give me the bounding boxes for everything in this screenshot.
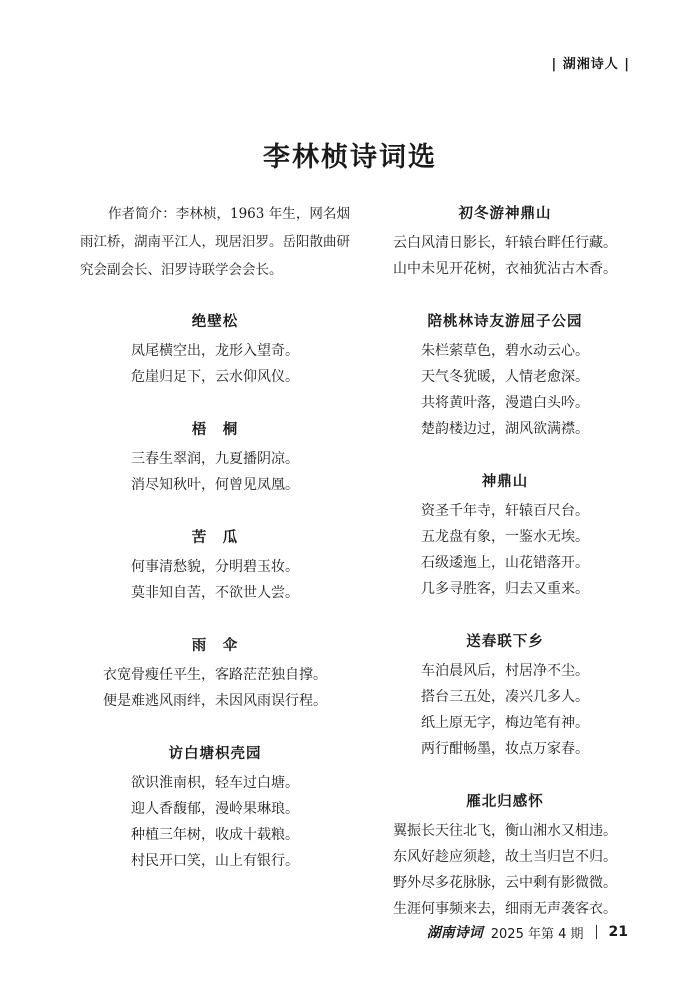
poem-title: 雨 伞 [191,638,239,654]
page-title: 李林桢诗词选 [263,142,437,173]
poem-line: 朱栏萦草色，碧水动云心。 [421,343,589,359]
poem-line: 危崖归足下，云水仰风仪。 [131,369,299,385]
poem-line: 野外尽多花脉脉，云中剩有影微微。 [393,875,617,891]
poem-title: 苦 瓜 [191,530,239,546]
poem-title: 绝壁松 [191,314,239,330]
poem [370,628,640,762]
footer-divider [596,925,597,939]
page-footer [427,922,628,942]
poem [80,632,350,714]
poem-line: 纸上原无字，梅边笔有神。 [421,715,589,731]
poem-title: 初冬游神鼎山 [458,206,552,222]
poem-title: 神鼎山 [481,474,529,490]
poem-line: 三春生翠润，九夏播阴凉。 [131,451,299,467]
poem [80,308,350,390]
right-poem-list [370,200,640,922]
poem-line: 莫非知自苦，不欲世人尝。 [131,585,299,601]
poem-line: 山中未见开花树，衣袖犹沾古木香。 [393,261,617,277]
issue-label: 2025 年第 4 期 [490,926,584,942]
section-tag: | 湖湘诗人 | [551,57,630,72]
poem-title: 梧 桐 [191,422,239,438]
author-intro: 作者简介：李林桢，1963 年生，网名烟雨江桥，湖南平江人，现居汨罗。岳阳散曲研究会副会长、汨罗诗联学会会长。 [80,206,350,278]
poem-line: 凤尾横空出，龙形入望奇。 [131,343,299,359]
page-number: 21 [608,924,628,940]
poem-line: 东风好趁应须趁，故土当归岂不归。 [393,849,617,865]
poem [370,788,640,922]
left-poem-list [80,308,350,874]
poem [80,740,350,874]
poem [370,468,640,602]
poem [370,308,640,442]
poem-line: 几多寻胜客，归去又重来。 [421,581,589,597]
poem-line: 村民开口笑，山上有银行。 [131,853,299,869]
poem-line: 天气冬犹暖，人情老愈深。 [421,369,589,385]
poem-line: 便是难逃风雨绊，未因风雨误行程。 [103,693,327,709]
poem-title: 访白塘枳壳园 [168,746,262,762]
poem-line: 迎人香馥郁，漫岭果琳琅。 [131,801,299,817]
left-column [80,200,350,900]
poem [80,524,350,606]
poem-line: 石级逶迤上，山花错落开。 [421,555,589,571]
poem-line: 欲识淮南枳，轻车过白塘。 [131,775,299,791]
poem-line: 何事清愁貌，分明碧玉妆。 [131,559,299,575]
right-column [370,200,640,948]
poem [80,416,350,498]
poem-line: 楚韵楼边过，湖风欲满襟。 [421,421,589,437]
poem-line: 搭台三五处，凑兴几多人。 [421,689,589,705]
magazine-name: 湖南诗词 [426,925,483,941]
poem-line: 生涯何事频来去，细雨无声袭客衣。 [393,901,617,917]
poem-line: 种植三年树，收成十载粮。 [131,827,299,843]
poem-line: 衣宽骨瘦任平生，客路茫茫独自撑。 [103,667,327,683]
poem-title: 陪桃林诗友游屈子公园 [427,314,583,330]
poem-line: 翼振长天往北飞，衡山湘水又相违。 [393,823,617,839]
poem [370,200,640,282]
poem-title: 送春联下乡 [466,634,544,650]
poem-line: 消尽知秋叶，何曾见凤凰。 [131,477,299,493]
poem-line: 共将黄叶落，漫遣白头吟。 [421,395,589,411]
poem-line: 两行酣畅墨，妆点万家春。 [421,741,589,757]
poem-line: 五龙盘有象，一鉴水无埃。 [421,529,589,545]
poem-title: 雁北归感怀 [466,794,544,810]
poem-line: 资圣千年寺，轩辕百尺台。 [421,503,589,519]
poem-line: 车泊晨风后，村居净不尘。 [421,663,589,679]
poem-line: 云白风清日影长，轩辕台畔任行藏。 [393,235,617,251]
